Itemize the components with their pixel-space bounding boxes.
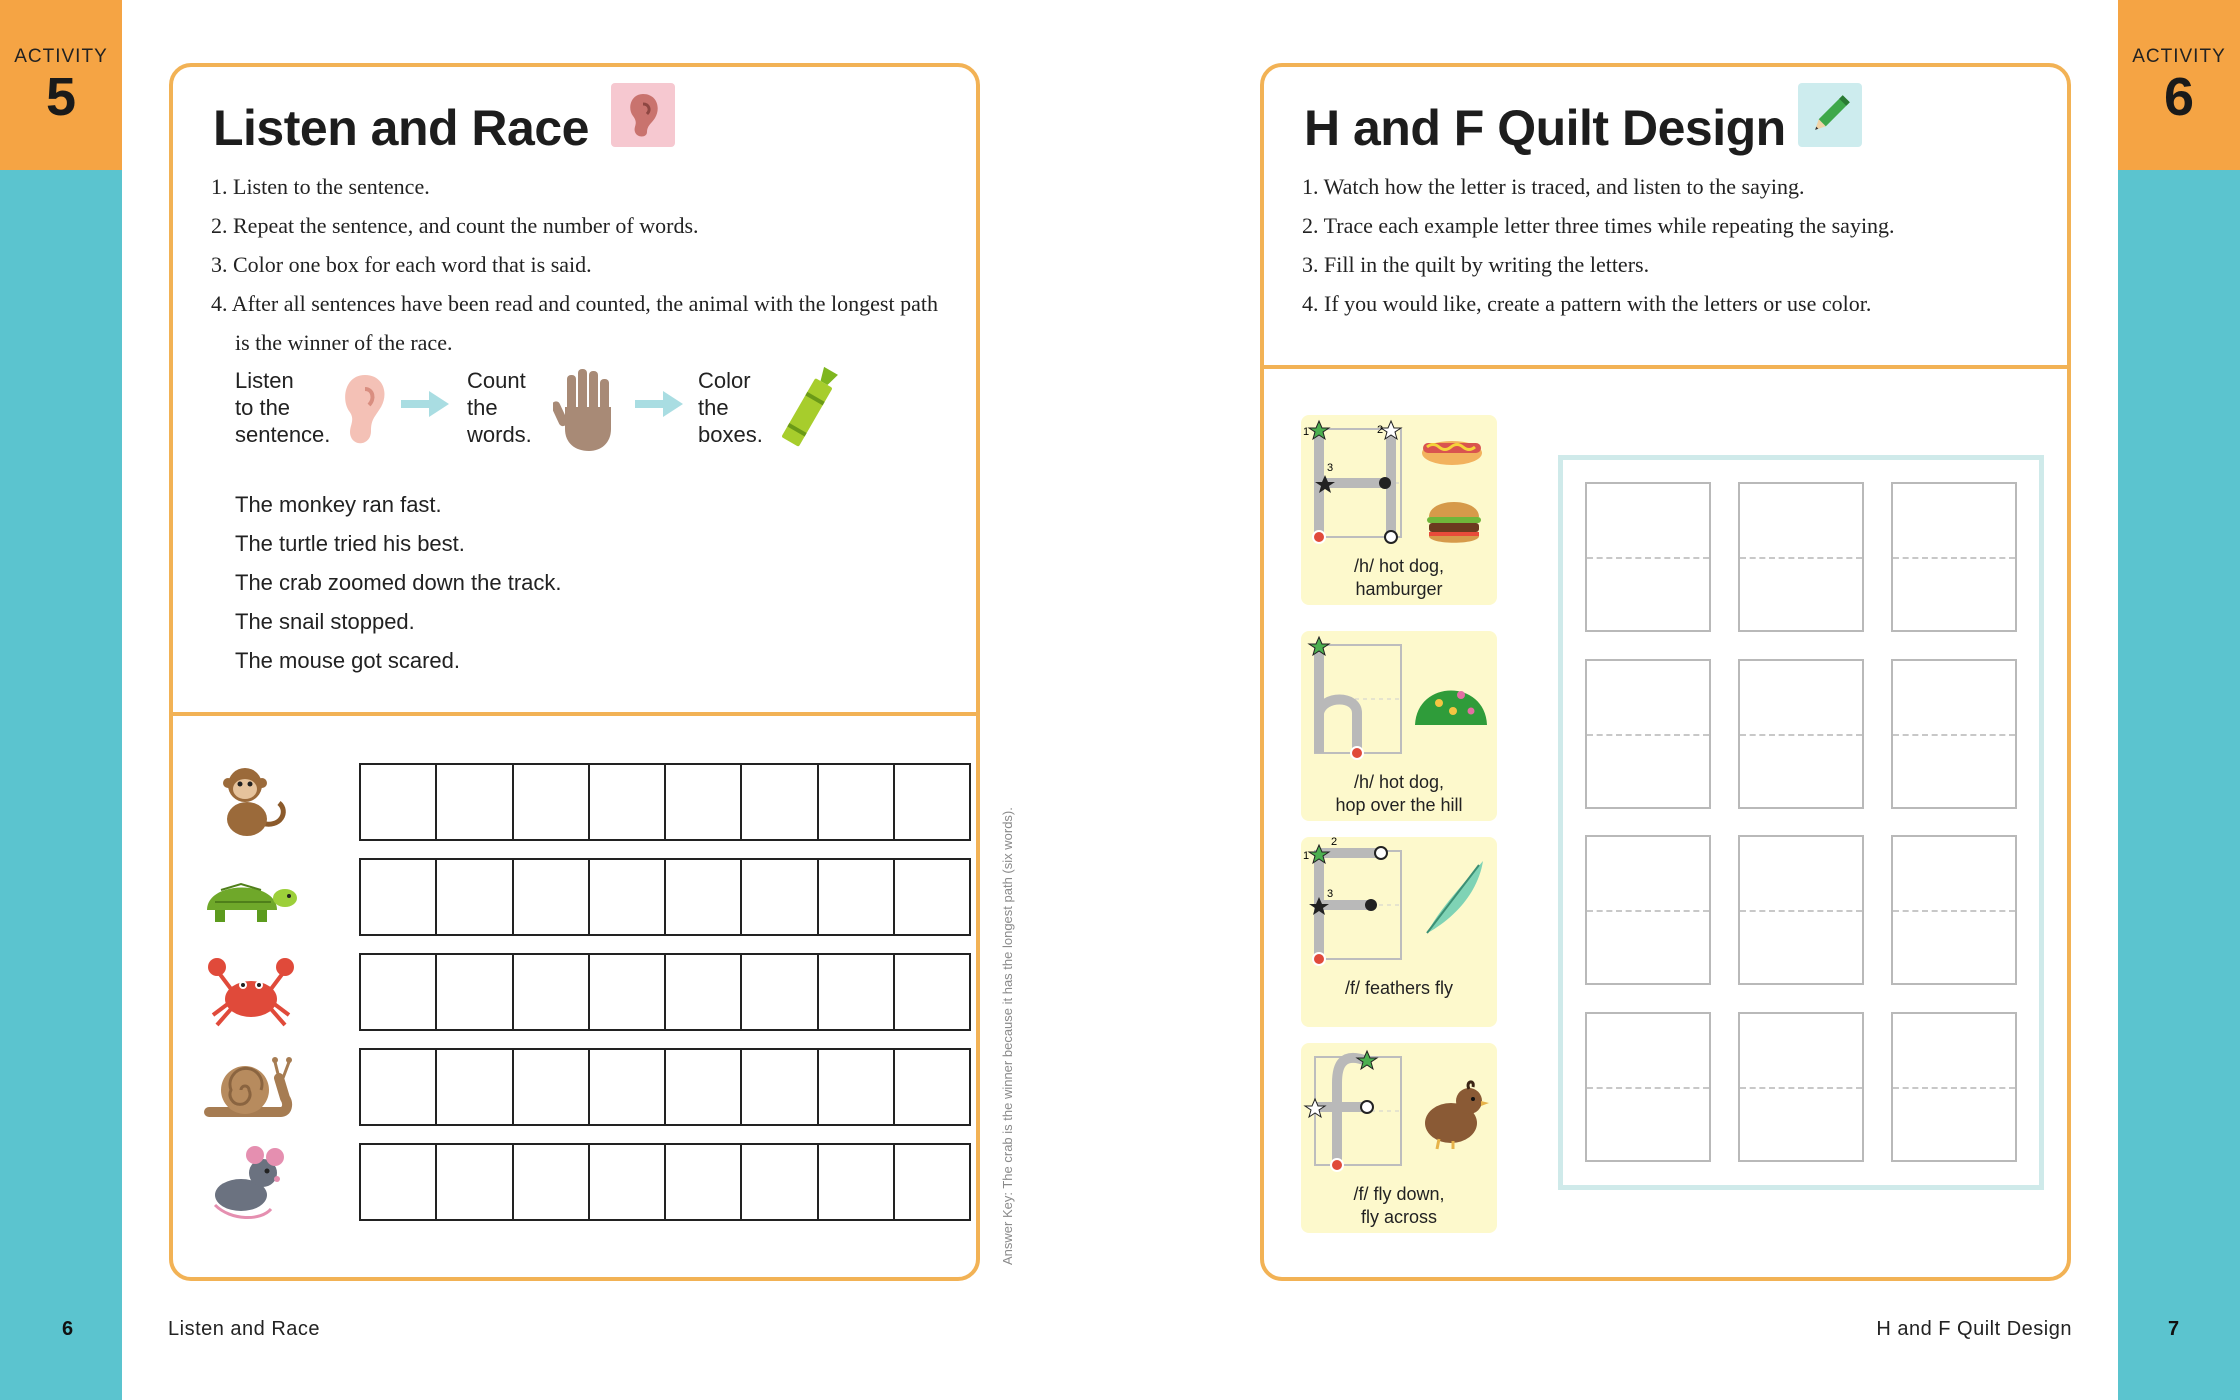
footer-title-left: Listen and Race — [168, 1318, 321, 1340]
sentence: The monkey ran fast. — [235, 492, 442, 517]
instruction-list — [1302, 167, 2062, 323]
caption-line: hamburger — [1355, 579, 1443, 599]
caption-line: hop over the hill — [1335, 795, 1463, 815]
instruction-step: 1. Listen to the sentence. — [211, 174, 430, 199]
activity-label: ACTIVITY — [14, 46, 108, 67]
race-box[interactable] — [437, 765, 513, 839]
race-box[interactable] — [590, 1145, 666, 1219]
feather-icon — [1421, 857, 1487, 937]
race-box[interactable] — [361, 860, 437, 934]
race-box[interactable] — [666, 955, 742, 1029]
stroke-number: 1 — [1303, 850, 1310, 862]
letter-tile-f — [1301, 1043, 1497, 1233]
flow-text-line: words. — [467, 422, 532, 447]
quilt-square[interactable] — [1738, 835, 1864, 985]
race-track — [359, 953, 971, 1031]
quilt-square[interactable] — [1891, 835, 2017, 985]
mouse-icon — [201, 1143, 301, 1221]
sentence: The turtle tried his best. — [235, 531, 465, 556]
quilt-square[interactable] — [1738, 1012, 1864, 1162]
race-box[interactable] — [590, 860, 666, 934]
hot-dog-icon — [1419, 429, 1485, 469]
flow-text-line: the — [698, 395, 729, 420]
page-title: H and F Quilt Design — [1304, 100, 1786, 156]
quilt-square[interactable] — [1585, 1012, 1711, 1162]
hamburger-icon — [1425, 495, 1483, 547]
answer-key: Answer Key: The crab is the winner because it has the longest path (six words). — [1000, 807, 1015, 1265]
tile-caption — [1301, 771, 1497, 817]
race-box[interactable] — [742, 955, 818, 1029]
quilt-square[interactable] — [1738, 659, 1864, 809]
race-box[interactable] — [895, 955, 969, 1029]
race-box[interactable] — [742, 1145, 818, 1219]
race-row-crab — [201, 953, 941, 1031]
race-box[interactable] — [514, 765, 590, 839]
quilt-square[interactable] — [1738, 482, 1864, 632]
caption-line: fly across — [1360, 1207, 1438, 1227]
race-box[interactable] — [361, 1145, 437, 1219]
race-box[interactable] — [666, 1145, 742, 1219]
section-divider — [1264, 365, 2067, 369]
monkey-icon — [201, 763, 301, 841]
section-divider — [173, 712, 976, 716]
activity-label: ACTIVITY — [2132, 46, 2226, 67]
tile-caption — [1301, 977, 1497, 1000]
race-box[interactable] — [590, 765, 666, 839]
quilt-square[interactable] — [1891, 482, 2017, 632]
race-box[interactable] — [437, 1050, 513, 1124]
race-box[interactable] — [895, 1145, 969, 1219]
race-track — [359, 763, 971, 841]
snail-icon — [201, 1048, 301, 1126]
race-box[interactable] — [361, 1050, 437, 1124]
instruction-step: 4. If you would like, create a pattern with the letters or use color. — [1302, 291, 1872, 316]
hand-icon — [553, 367, 623, 453]
page-number-right: 7 — [2168, 1318, 2180, 1340]
letter-tile-H — [1301, 415, 1497, 605]
instruction-step: 3. Fill in the quilt by writing the letters. — [1302, 252, 1650, 277]
race-box[interactable] — [590, 1050, 666, 1124]
race-box[interactable] — [514, 955, 590, 1029]
instruction-step: 3. Color one box for each word that is said. — [211, 252, 592, 277]
race-box[interactable] — [742, 1050, 818, 1124]
race-box[interactable] — [819, 860, 895, 934]
stroke-number: 2 — [1377, 424, 1384, 436]
race-box[interactable] — [819, 1050, 895, 1124]
race-row-monkey — [201, 763, 941, 841]
letter-tile-F — [1301, 837, 1497, 1027]
ear-icon — [339, 371, 391, 451]
flow-text-line: Listen — [235, 368, 294, 393]
stroke-number: 3 — [1327, 462, 1334, 474]
sentence: The mouse got scared. — [235, 648, 461, 673]
race-box[interactable] — [514, 1145, 590, 1219]
stroke-number: 3 — [1327, 888, 1334, 900]
race-box[interactable] — [819, 765, 895, 839]
page-number-left: 6 — [62, 1318, 74, 1340]
tile-caption — [1301, 555, 1497, 601]
race-box[interactable] — [666, 1050, 742, 1124]
race-row-turtle — [201, 858, 941, 936]
race-box[interactable] — [666, 765, 742, 839]
race-box[interactable] — [742, 765, 818, 839]
left-margin-strip — [0, 0, 122, 1400]
race-box[interactable] — [590, 955, 666, 1029]
race-track — [359, 858, 971, 936]
sentence: The crab zoomed down the track. — [235, 570, 562, 595]
turtle-icon — [201, 858, 301, 936]
race-box[interactable] — [895, 860, 969, 934]
footer-title-right: H and F Quilt Design — [1876, 1318, 2072, 1340]
race-box[interactable] — [437, 1145, 513, 1219]
activity-number: 6 — [2163, 67, 2195, 127]
race-box[interactable] — [819, 955, 895, 1029]
letter-tile-h — [1301, 631, 1497, 821]
tile-caption — [1301, 1183, 1497, 1229]
flow-text-line: Count — [467, 368, 526, 393]
race-box[interactable] — [437, 860, 513, 934]
instruction-step: 1. Watch how the letter is traced, and listen to the saying. — [1302, 174, 1805, 199]
quilt-design-card — [1260, 63, 2071, 1281]
race-box[interactable] — [819, 1145, 895, 1219]
quilt-square[interactable] — [1585, 835, 1711, 985]
caption-line: /h/ hot dog, — [1353, 556, 1445, 576]
caption-line: /f/ fly down, — [1353, 1184, 1445, 1204]
flow-text-line: boxes. — [698, 422, 763, 447]
page-title: Listen and Race — [213, 100, 589, 156]
activity-tab-right — [2118, 0, 2240, 170]
ear-icon — [611, 83, 675, 147]
sentence-list — [235, 485, 562, 680]
pencil-icon — [1798, 83, 1862, 147]
sentence: The snail stopped. — [235, 609, 415, 634]
arrow-right-icon — [401, 389, 451, 419]
flow-text-line: sentence. — [235, 422, 331, 447]
race-box[interactable] — [895, 1050, 969, 1124]
race-box[interactable] — [895, 765, 969, 839]
flow-text-line: to the — [235, 395, 291, 420]
arrow-right-icon — [635, 389, 685, 419]
quilt-grid — [1558, 455, 2044, 1190]
race-box[interactable] — [514, 1050, 590, 1124]
race-track — [359, 1143, 971, 1221]
stroke-number: 2 — [1331, 837, 1338, 848]
activity-number: 5 — [45, 67, 77, 127]
race-box[interactable] — [514, 860, 590, 934]
listen-and-race-card — [169, 63, 980, 1281]
race-box[interactable] — [666, 860, 742, 934]
crab-icon — [201, 953, 301, 1031]
race-box[interactable] — [361, 765, 437, 839]
caption-line: /f/ feathers fly — [1344, 978, 1454, 998]
flow-text-line: the — [467, 395, 498, 420]
race-track — [359, 1048, 971, 1126]
quail-icon — [1419, 1079, 1491, 1151]
activity-tab-left — [0, 0, 122, 170]
race-row-snail — [201, 1048, 941, 1126]
caption-line: /h/ hot dog, — [1353, 772, 1445, 792]
stroke-number: 1 — [1303, 426, 1310, 438]
quilt-square[interactable] — [1891, 1012, 2017, 1162]
quilt-square[interactable] — [1891, 659, 2017, 809]
instruction-step: 2. Repeat the sentence, and count the number of words. — [211, 213, 699, 238]
quilt-square[interactable] — [1585, 482, 1711, 632]
instruction-list — [211, 167, 951, 362]
instruction-step: 4. After all sentences have been read and counted, the animal with the longest path is the winner of the race. — [211, 291, 938, 355]
hill-icon — [1413, 671, 1489, 727]
quilt-square[interactable] — [1585, 659, 1711, 809]
race-box[interactable] — [437, 955, 513, 1029]
race-box[interactable] — [742, 860, 818, 934]
instruction-step: 2. Trace each example letter three times while repeating the saying. — [1302, 213, 1895, 238]
right-margin-strip — [2118, 0, 2240, 1400]
crayon-icon — [779, 361, 839, 457]
race-row-mouse — [201, 1143, 941, 1221]
flow-step-listen — [235, 367, 345, 448]
flow-text-line: Color — [698, 368, 751, 393]
race-box[interactable] — [361, 955, 437, 1029]
